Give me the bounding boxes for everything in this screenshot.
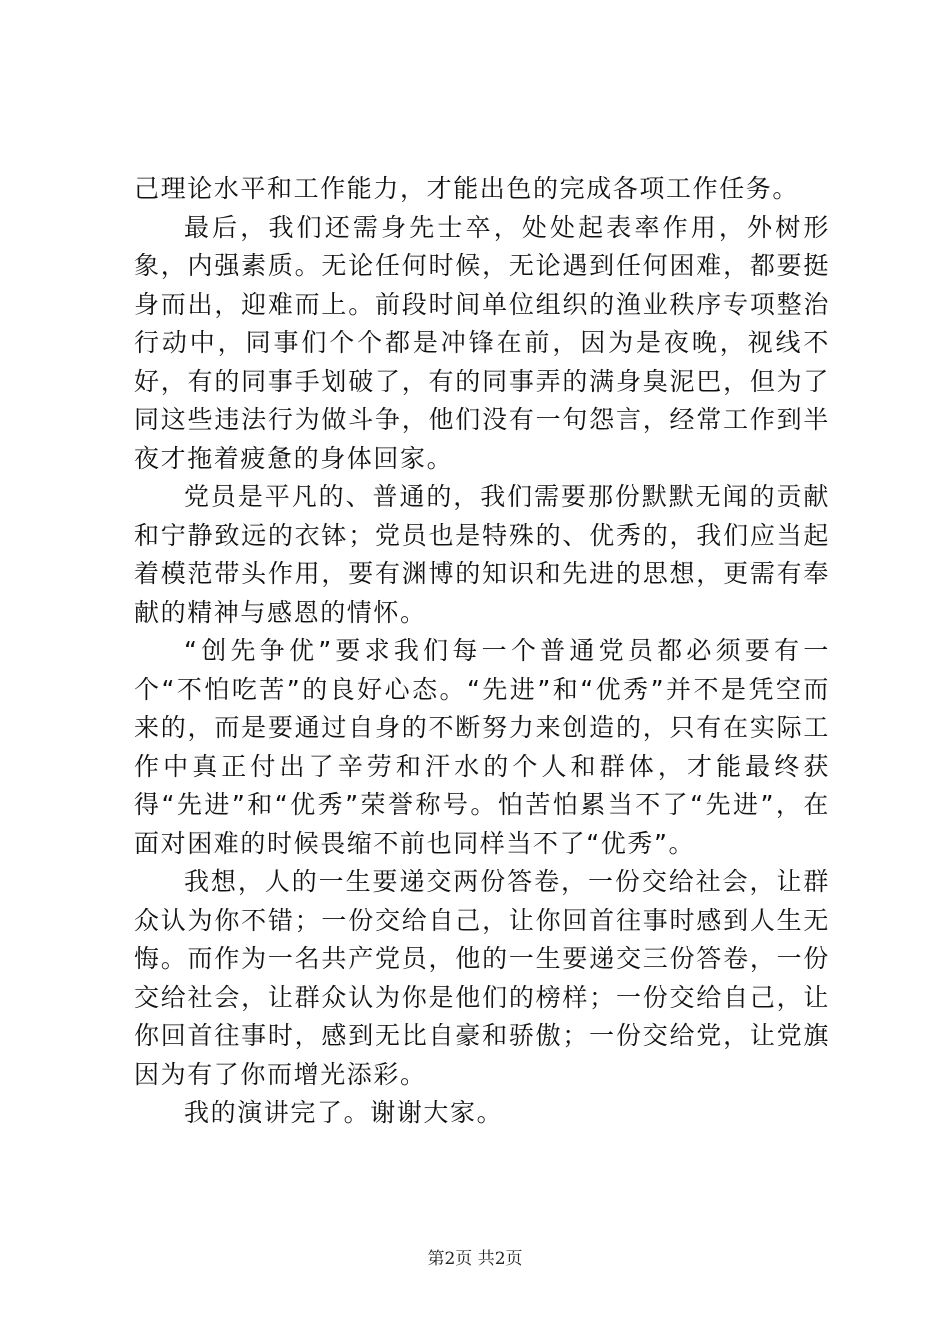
paragraph-party-member: 党员是平凡的、普通的，我们需要那份默默无闻的贡献和宁静致远的衣钵；党员也是特殊的、优秀的，我们应当起着模范带头作用，要有渊博的知识和先进的思想，更需有奉献的精神与感恩的情怀。 [134, 482, 830, 627]
paragraph-closing: 我的演讲完了。谢谢大家。 [184, 1098, 504, 1127]
paragraph-strive-excellence: “创先争优”要求我们每一个普通党员都必须要有一个“不怕吃苦”的良好心态。“先进”和“优秀”并不是凭空而来的，而是要通过自身的不断努力来创造的，只有在实际工作中真正付出了辛劳和汗水的个人和群体，才能最终获得“先进”和“优秀”荣誉称号。怕苦怕累当不了“先进”，在面对困难的时候畏缩不前也同样当不了“优秀”。 [134, 636, 830, 858]
page-number-footer: 第2页 共2页 [427, 1249, 523, 1269]
paragraph-lead-by-example: 最后，我们还需身先士卒，处处起表率作用，外树形象，内强素质。无论任何时候，无论遇到任何困难，都要挺身而出，迎难而上。前段时间单位组织的渔业秩序专项整治行动中，同事们个个都是冲锋在前，因为是夜晚，视线不好，有的同事手划破了，有的同事弄的满身臭泥巴，但为了同这些违法行为做斗争，他们没有一句怨言，经常工作到半夜才拖着疲惫的身体回家。 [134, 212, 830, 473]
document-body [134, 170, 830, 1133]
paragraph-continuation: 己理论水平和工作能力，才能出色的完成各项工作任务。 [134, 174, 800, 203]
paragraph-answer-sheets: 我想，人的一生要递交两份答卷，一份交给社会，让群众认为你不错；一份交给自己，让你回首往事时感到人生无悔。而作为一名共产党员，他的一生要递交三份答卷，一份交给社会，让群众认为你是他们的榜样；一份交给自己，让你回首往事时，感到无比自豪和骄傲；一份交给党，让党旗因为有了你而增光添彩。 [134, 867, 830, 1089]
